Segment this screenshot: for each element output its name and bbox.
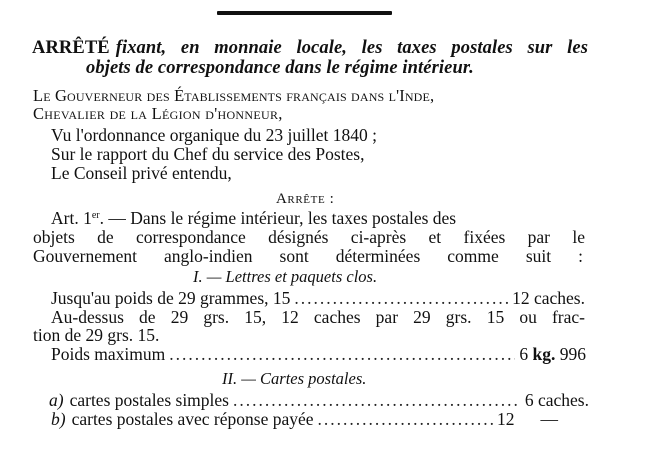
max-weight-num: 6 (519, 344, 529, 364)
decree-title-line1 (32, 38, 588, 58)
max-weight-unit: kg. (532, 344, 556, 364)
decree-heading: Arrête : (276, 191, 335, 207)
section1-heading: I. — Lettres et paquets clos. (193, 267, 378, 286)
dot-leader (318, 409, 493, 429)
row-ditto: — (540, 409, 558, 429)
article1-line1-rest: . — Dans le régime intérieur, les taxes postales des (99, 208, 457, 228)
max-weight-value (519, 344, 586, 364)
row-value: 12 (497, 409, 515, 429)
max-weight-dec: 996 (559, 344, 586, 364)
section2-row-a (49, 390, 589, 410)
title-lead: ARRÊTÉ (32, 38, 110, 58)
section1-over-line1: Au-dessus de 29 grs. 15, 12 caches par 29 grs. 15 ou frac- (51, 307, 585, 327)
row-marker: b) (51, 409, 66, 429)
decree-title-line2: objets de correspondance dans le régime intérieur. (86, 58, 474, 78)
row-label: cartes postales avec réponse payée (71, 409, 314, 429)
sur-line: Sur le rapport du Chef du service des Postes, (51, 144, 365, 164)
title-rest: fixant, en monnaie locale, les taxes postales sur les (115, 38, 588, 58)
section2-row-b (51, 409, 558, 429)
article1-line3: Gouvernement anglo-indien sont déterminées comme suit : (33, 246, 583, 266)
article1-line2: objets de correspondance désignés ci-après et fixées par le (33, 227, 585, 247)
article1-label-sup: er (91, 210, 100, 221)
article1-line1 (51, 208, 585, 228)
row-value: 6 caches. (524, 390, 589, 410)
row-value: 12 caches. (512, 288, 585, 308)
dot-leader (233, 390, 521, 410)
conseil-line: Le Conseil privé entendu, (51, 163, 232, 183)
governor-line2: Chevalier de la Légion d'honneur, (33, 104, 283, 123)
section1-over-line2: tion de 29 grs. 15. (33, 325, 160, 345)
row-label: cartes postales simples (69, 390, 229, 410)
article1-label: Art. 1 (51, 208, 92, 228)
section2-heading: II. — Cartes postales. (222, 369, 367, 388)
top-rule (217, 11, 392, 15)
section1-row-letters (51, 288, 585, 308)
section1-max-weight (51, 344, 586, 364)
row-label: Jusqu'au poids de 29 grammes, 15 (51, 288, 291, 308)
max-weight-label: Poids maximum (51, 344, 166, 364)
governor-line1: Le Gouverneur des Établissements français dans l'Inde, (33, 86, 435, 105)
vu-line: Vu l'ordonnance organique du 23 juillet 1840 ; (51, 125, 377, 145)
dot-leader (294, 288, 508, 308)
row-marker: a) (49, 390, 64, 410)
dot-leader (169, 344, 515, 364)
